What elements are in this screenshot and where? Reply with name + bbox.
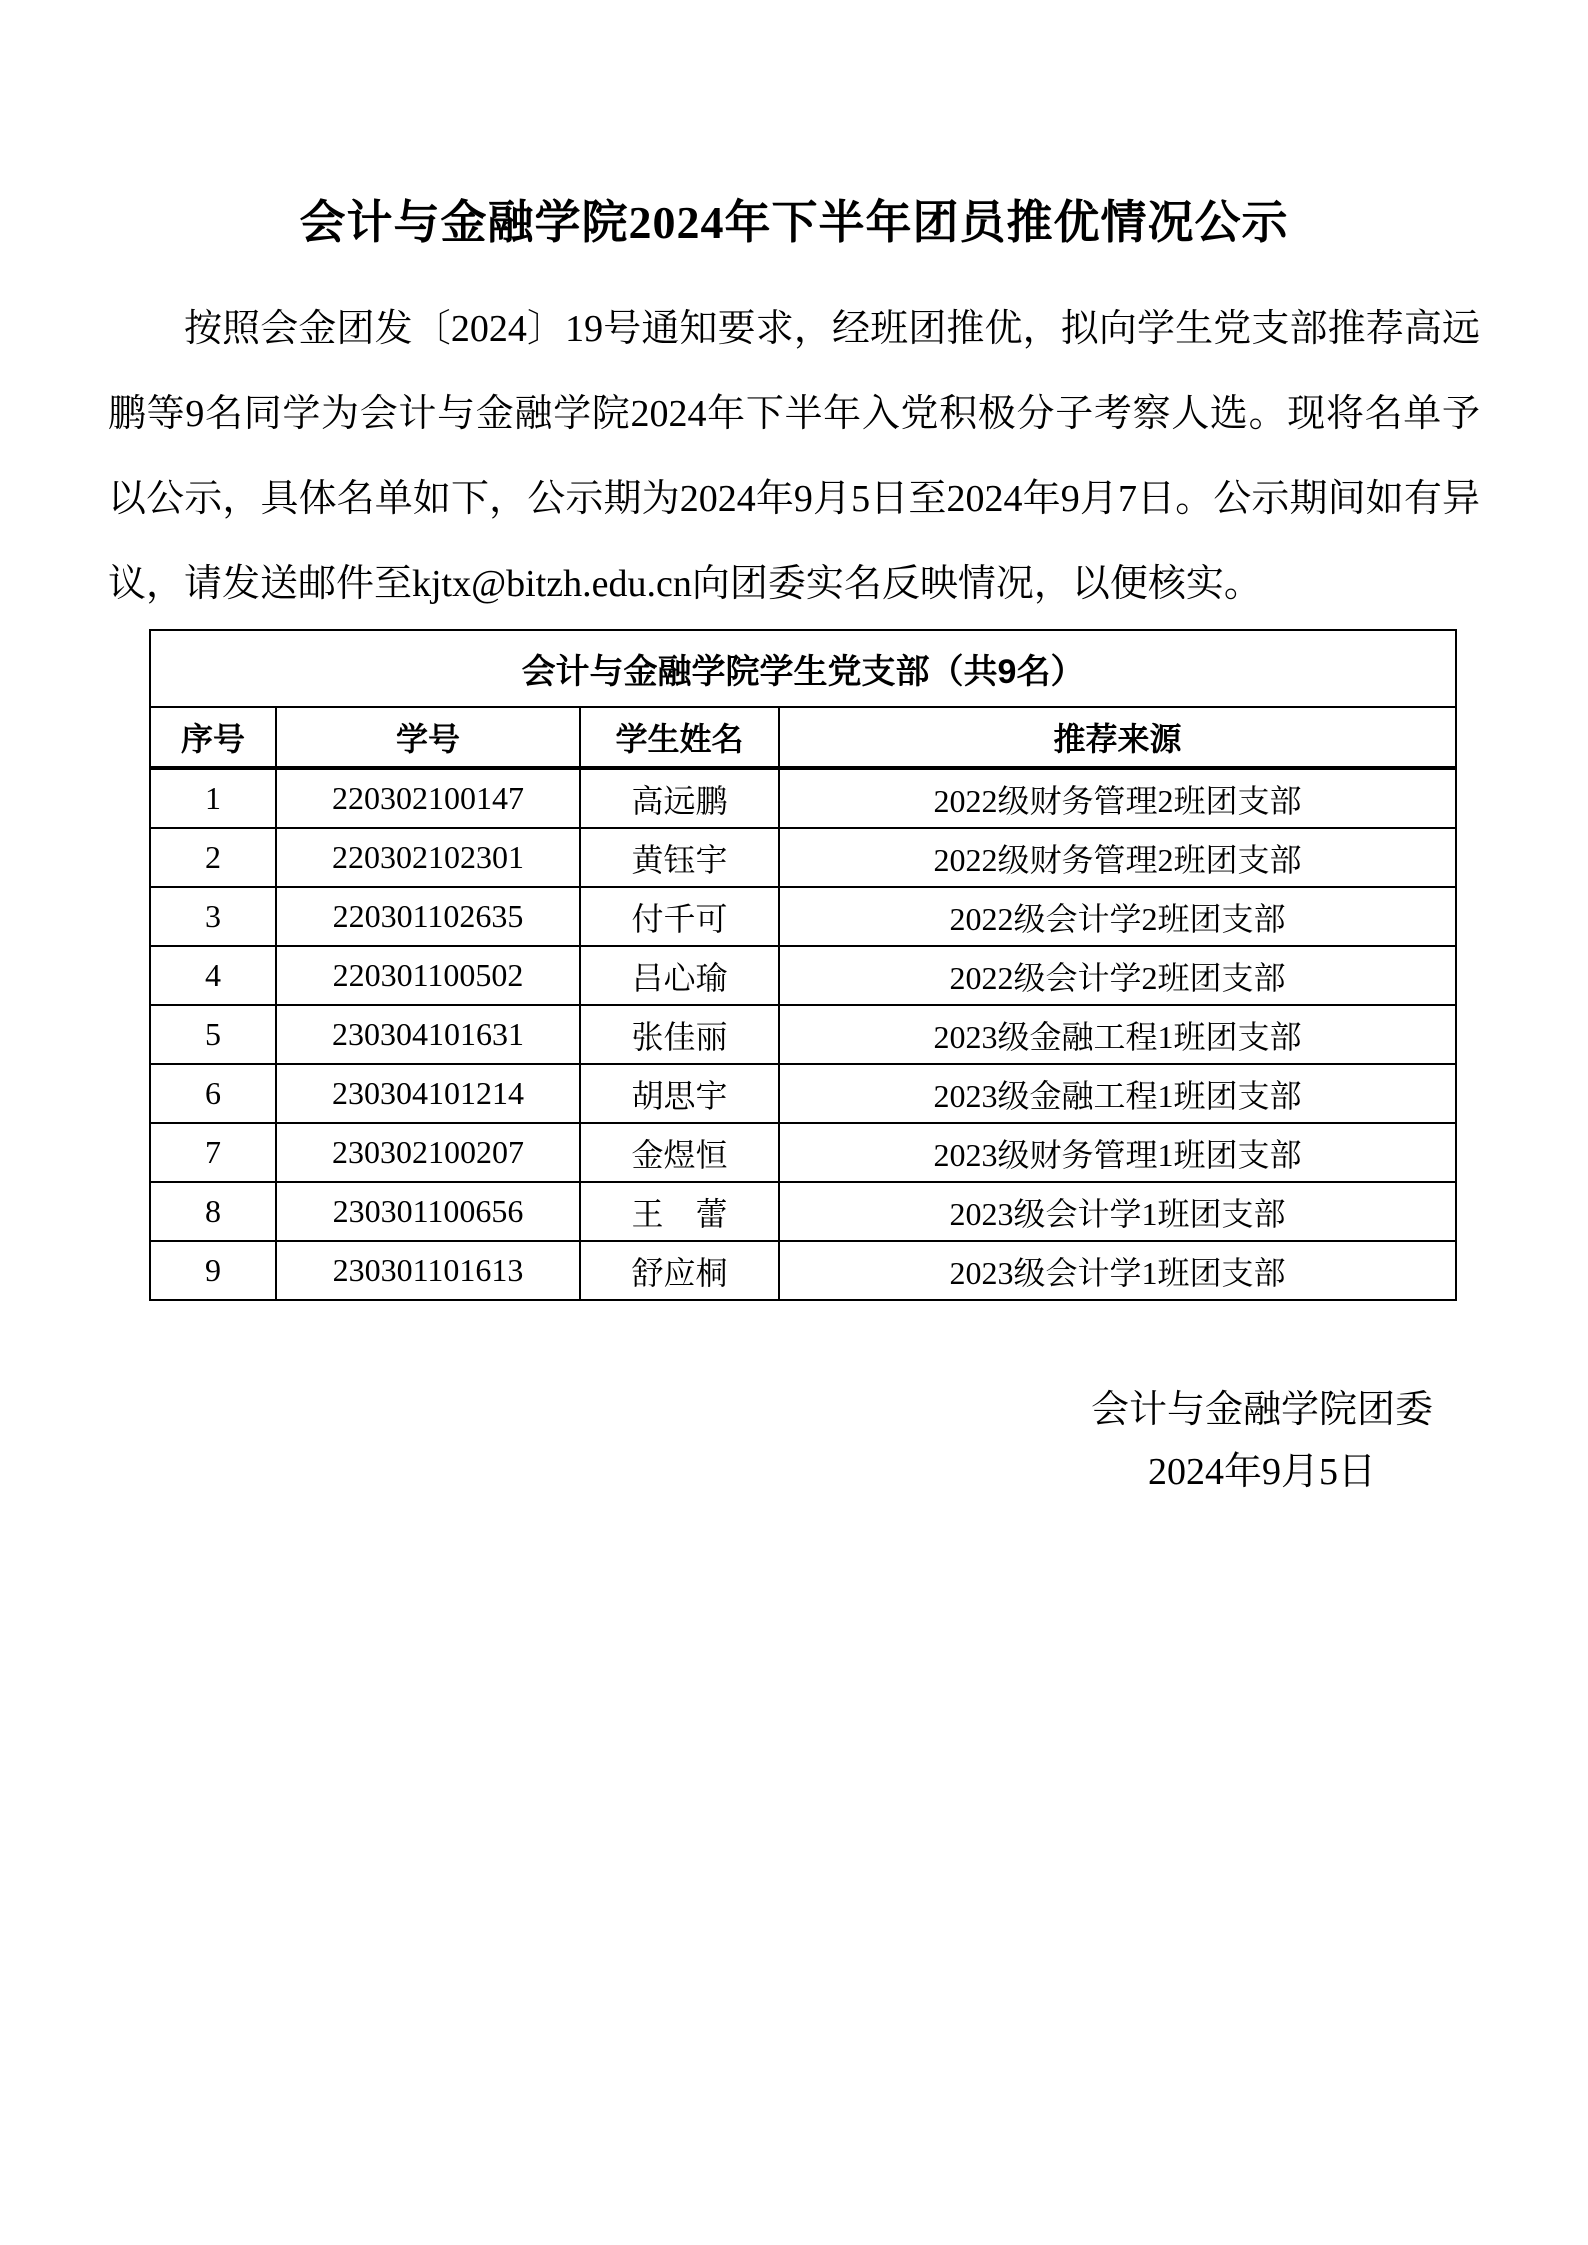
cell-name: 张佳丽 — [580, 1005, 779, 1064]
cell-name: 黄钰宇 — [580, 828, 779, 887]
table-row — [150, 768, 1456, 828]
table-body — [150, 768, 1456, 1300]
signature-date: 2024年9月5日 — [1147, 1451, 1376, 1493]
table-row — [150, 946, 1456, 1005]
signature-org: 会计与金融学院团委 — [1090, 1389, 1433, 1431]
cell-student-id: 220301100502 — [276, 946, 580, 1005]
column-header-name: 学生姓名 — [580, 707, 779, 768]
cell-no: 3 — [150, 887, 276, 946]
cell-student-id: 230304101631 — [276, 1005, 580, 1064]
cell-no: 9 — [150, 1241, 276, 1300]
signature-block — [1091, 1379, 1433, 1503]
cell-student-id: 230302100207 — [276, 1123, 580, 1182]
cell-no: 2 — [150, 828, 276, 887]
cell-source: 2023级金融工程1班团支部 — [779, 1064, 1456, 1123]
cell-no: 4 — [150, 946, 276, 1005]
cell-student-id: 230301100656 — [276, 1182, 580, 1241]
cell-name: 付千可 — [580, 887, 779, 946]
cell-source: 2022级财务管理2班团支部 — [779, 828, 1456, 887]
column-header-student-id: 学号 — [276, 707, 580, 768]
cell-student-id: 230304101214 — [276, 1064, 580, 1123]
cell-student-id: 220302100147 — [276, 768, 580, 828]
table-caption: 会计与金融学院学生党支部（共9名） — [150, 630, 1456, 707]
table-row — [150, 1064, 1456, 1123]
cell-no: 8 — [150, 1182, 276, 1241]
cell-name: 王 蕾 — [580, 1182, 779, 1241]
cell-name: 胡思宇 — [580, 1064, 779, 1123]
table-caption-row — [150, 630, 1456, 707]
column-header-no: 序号 — [150, 707, 276, 768]
cell-source: 2023级金融工程1班团支部 — [779, 1005, 1456, 1064]
cell-source: 2023级会计学1班团支部 — [779, 1241, 1456, 1300]
table-row — [150, 1241, 1456, 1300]
recommendation-table — [149, 629, 1457, 1301]
table-row — [150, 1005, 1456, 1064]
cell-name: 舒应桐 — [580, 1241, 779, 1300]
cell-no: 1 — [150, 768, 276, 828]
table-row — [150, 1182, 1456, 1241]
document-title: 会计与金融学院2024年下半年团员推优情况公示 — [299, 197, 1289, 248]
cell-source: 2023级会计学1班团支部 — [779, 1182, 1456, 1241]
cell-no: 6 — [150, 1064, 276, 1123]
signature-section — [108, 1379, 1480, 1503]
cell-student-id: 230301101613 — [276, 1241, 580, 1300]
cell-name: 吕心瑜 — [580, 946, 779, 1005]
body-paragraph: 按照会金团发〔2024〕19号通知要求，经班团推优，拟向学生党支部推荐高远鹏等9名同学为会计与金融学院2024年下半年入党积极分子考察人选。现将名单予以公示，具体名单如下，公示期为2024年9月5日至2024年9月7日。公示期间如有异议，请发送邮件至kjtx@bitzh.edu.cn向团委实名反映情况，以便核实。 — [108, 308, 1480, 605]
cell-no: 5 — [150, 1005, 276, 1064]
cell-source: 2022级会计学2班团支部 — [779, 887, 1456, 946]
cell-student-id: 220302102301 — [276, 828, 580, 887]
table-header-row — [150, 707, 1456, 768]
cell-name: 高远鹏 — [580, 768, 779, 828]
table-row — [150, 887, 1456, 946]
cell-source: 2022级财务管理2班团支部 — [779, 768, 1456, 828]
cell-no: 7 — [150, 1123, 276, 1182]
table-row — [150, 1123, 1456, 1182]
cell-student-id: 220301102635 — [276, 887, 580, 946]
cell-source: 2023级财务管理1班团支部 — [779, 1123, 1456, 1182]
table-row — [150, 828, 1456, 887]
column-header-source: 推荐来源 — [779, 707, 1456, 768]
cell-source: 2022级会计学2班团支部 — [779, 946, 1456, 1005]
cell-name: 金煜恒 — [580, 1123, 779, 1182]
